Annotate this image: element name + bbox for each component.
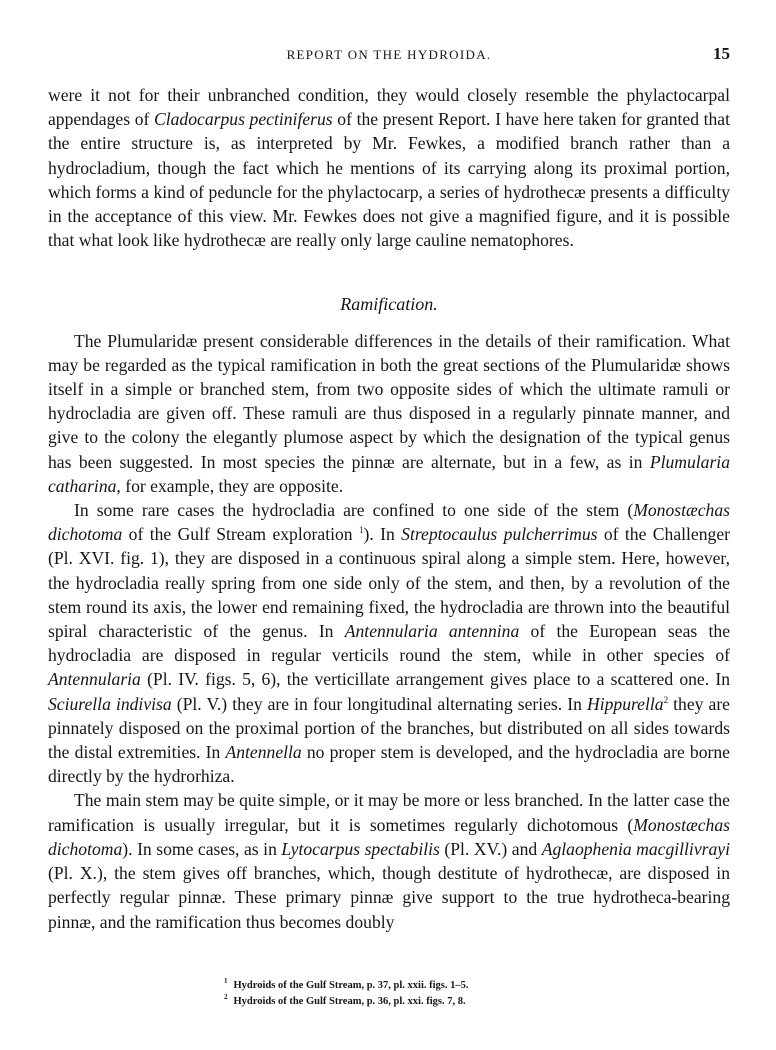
section-heading: Ramification. (340, 294, 438, 315)
paragraph-hydrocladia-arrangement (48, 498, 730, 788)
text-run: of the present Report. I have here taken for granted that the entire structure is, as interpreted by Mr. Fewkes, a modified branch rather than a hydrocladium, though the fact which he mentions of its carrying along its proximal portion, which forms a kind of peduncle for the phylactocarp, a series of hydrothecæ presents a difficulty in the acceptance of this view. Mr. Fewkes does not give a magnified figure, and it is possible that what look like hydrothecæ are really only large cauline nematophores. (48, 109, 731, 251)
text-run: no proper stem is developed, and the hydrocladia are borne directly by the hydrorhiza. (48, 742, 730, 787)
paragraph-ramification-intro (48, 329, 730, 498)
species-name: Plumularia catharina (48, 451, 730, 496)
running-head (48, 42, 730, 66)
text-run: ). In (363, 524, 402, 545)
text-run: (Pl. X.), the stem gives off branches, which, though destitute of hydrothecæ, are disposed in perfectly regular pinnæ. These primary pinnæ give support to the true hydrotheca-bearing pinnæ, and the ramification thus becomes doubly (48, 863, 730, 932)
species-name: Monostæchas dichotoma (48, 814, 730, 859)
footnote-ref: 2 (663, 694, 669, 705)
text-run: (Pl. XV.) and (439, 838, 542, 859)
text-run: were it not for their unbranched condition, they would closely resemble the phylactocarpal appendages of (48, 85, 730, 130)
text-run: In some rare cases the hydrocladia are confined to one side of the stem ( (74, 500, 634, 521)
paragraph-main-stem (48, 788, 730, 933)
paragraph-continuation (48, 83, 730, 252)
footnote (224, 978, 644, 994)
species-name: Lytocarpus spectabilis (281, 838, 440, 859)
species-name: Monostæchas dichotoma (48, 500, 730, 545)
text-run: of the Challenger (Pl. XVI. fig. 1), they are disposed in a continuous spiral along a simple stem. Here, however, the hydrocladia really spring from one side only of the stem, and then, by a revolution of the stem round its axis, the lower end remaining fixed, the hydrocladia are thrown into the beautiful spiral characteristic of the genus. In (48, 524, 730, 642)
text-run: of the European seas the hydrocladia are disposed in regular verticils round the stem, while in other species of (48, 621, 731, 666)
species-name: Antennella (225, 742, 302, 763)
species-name: Hippurella (587, 693, 664, 714)
species-name: Aglaophenia macgillivrayi (541, 838, 730, 859)
footnote-mark: 1 (224, 977, 228, 985)
text-run: of the Gulf Stream exploration (122, 524, 359, 545)
text-run: The Plumularidæ present considerable differences in the details of their ramification. What may be regarded as the typical ramification in both the great sections of the Plumularidæ shows itself in a simple or branched stem, from two opposite sides of which the ultimate ramuli or hydrocladia are given off. These ramuli are thus disposed in a regularly pinnate manner, and give to the colony the elegantly plumose aspect by which the designation of the typical genus has been suggested. In most species the pinnæ are alternate, but in a few, as in (48, 330, 730, 472)
text-run: , for example, they are opposite. (116, 475, 344, 496)
footnote-text: Hydroids of the Gulf Stream, p. 36, pl. xxi. figs. 7, 8. (233, 996, 466, 1007)
text-run: (Pl. V.) they are in four longitudinal alternating series. In (171, 693, 587, 714)
text-run: (Pl. IV. figs. 5, 6), the verticillate arrangement gives place to a scattered one. In (140, 669, 730, 690)
footnote (224, 994, 644, 1010)
footnote-ref: 1 (358, 525, 364, 536)
page-number: 15 (713, 44, 730, 63)
text-run: The main stem may be quite simple, or it may be more or less branched. In the latter case the ramification is usually irregular, but it is sometimes regularly dichotomous ( (48, 790, 730, 835)
body-text (48, 83, 730, 934)
species-name: Sciurella indivisa (48, 693, 172, 714)
footnotes (224, 978, 644, 1010)
species-name: Streptocaulus pulcherrimus (401, 524, 598, 545)
text-run: ). In some cases, as in (122, 838, 282, 859)
text-run: they are pinnately disposed on the proximal portion of the branches, but distributed on all sides towards the distal extremities. In (48, 693, 730, 763)
species-name: Cladocarpus pectiniferus (154, 109, 333, 130)
species-name: Antennularia (48, 669, 141, 690)
footnote-mark: 2 (224, 993, 228, 1001)
footnote-text: Hydroids of the Gulf Stream, p. 37, pl. xxii. figs. 1–5. (233, 980, 469, 991)
species-name: Antennularia antennina (344, 621, 520, 642)
running-title: REPORT ON THE HYDROIDA. (286, 47, 492, 62)
